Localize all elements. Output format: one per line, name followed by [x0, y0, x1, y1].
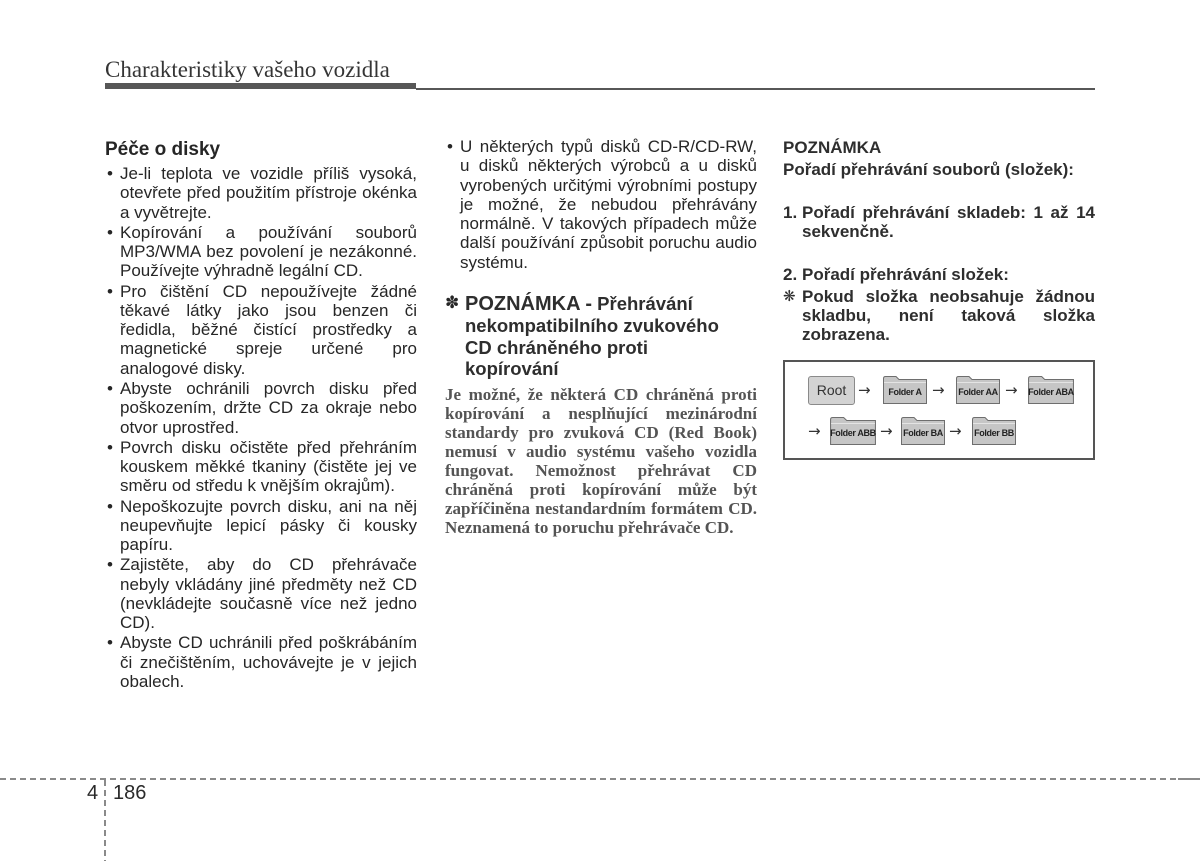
folder-icon [829, 416, 877, 446]
list-item: • Nepoškozujte povrch disku, ani na něj neupevňujte lepicí pásky či kousky papíru. [105, 497, 417, 555]
section-heading-disc-care: Péče o disky [105, 139, 221, 160]
list-item: • Kopírování a používání souborů MP3/WMA bez povolení je nezákonné. Používejte výhradně legální CD. [105, 223, 417, 281]
list-item: • Je-li teplota ve vozidle příliš vysoká, otevřete před použitím přístroje okénka a vyvětrejte. [105, 164, 417, 222]
folder-label: Folder BB [974, 428, 1014, 438]
list-item: • U některých typů disků CD-R/CD-RW, u disků některých výrobců a u disků vyrobených určitými výrobními postupy je možné, že nebudou přehrávány normálně. V takových případech může další používání způsobit poruchu audio systému. [445, 137, 757, 272]
arrow-right-icon: → [932, 381, 945, 399]
list-number: 2. [783, 265, 798, 284]
folder-label: Folder ABB [830, 428, 876, 438]
order-item-2 [783, 265, 1095, 284]
playback-note-heading: POZNÁMKA [783, 138, 882, 157]
chapter-number: 4 [87, 782, 99, 804]
right-column [783, 138, 1095, 460]
middle-column [445, 137, 757, 537]
page-title: Charakteristiky vašeho vozidla [105, 57, 390, 82]
note-body: Je možné, že některá CD chráněná proti kopírování a nesplňující mezinárodní standardy pro zvuková CD (Red Book) nemusí v audio systému vašeho vozidla fungovat. Nemožnost přehrávat CD chráněná proti kopírování může být zapříčiněna nestandardním formátem CD. Neznamená to poruchu přehrávače CD. [445, 385, 757, 538]
list-item: • Abyste ochránili povrch disku před poškozením, držte CD za okraje nebo otvor uprostřed. [105, 379, 417, 437]
order-item-1 [783, 203, 1095, 241]
arrow-right-icon: → [808, 422, 821, 440]
order-item-text: Pořadí přehrávání složek: [802, 265, 1009, 284]
footer-dashed-rule [0, 778, 1178, 780]
footer-rule-end [1178, 778, 1200, 780]
list-number: 1. [783, 203, 798, 222]
playback-note-subheading: Pořadí přehrávání souborů (složek): [783, 160, 1074, 179]
folder-icon [900, 416, 946, 446]
note-title-text: Přehrávání nekompatibilního zvukového CD chráněného proti kopírování [465, 293, 719, 379]
header-rule-thin [416, 88, 1095, 90]
disc-care-list-continued [445, 137, 757, 272]
folder-label: Folder AA [958, 387, 998, 397]
folder-label: Folder A [888, 387, 922, 397]
empty-folder-remark [783, 287, 1095, 344]
arrow-right-icon: → [1005, 381, 1018, 399]
copy-protected-cd-note [445, 293, 757, 379]
note-label: POZNÁMKA - [465, 293, 593, 316]
list-item: • Pro čištění CD nepoužívejte žádné těkavé látky jako jsou benzen či ředidla, běžné čistící prostředky a magnetické spreje určené pro analogové disky. [105, 282, 417, 378]
disc-care-list [105, 164, 417, 691]
arrow-right-icon: → [858, 381, 871, 399]
folder-order-diagram [783, 360, 1095, 460]
left-column [105, 138, 417, 692]
note-asterisk-icon: ✽ [445, 293, 460, 314]
folder-label: Folder BA [903, 428, 943, 438]
folder-icon [1027, 375, 1075, 405]
list-item: • Abyste CD uchránili před poškrábáním či znečištěním, uchovávejte je v jejich obalech. [105, 633, 417, 691]
note-title [465, 293, 731, 379]
page-number: 186 [113, 782, 147, 804]
footer-vertical-dashed-rule [104, 780, 106, 861]
remark-text: Pokud složka neobsahuje žádnou skladbu, není taková složka zobrazena. [802, 287, 1095, 344]
header-rule-thick [105, 83, 416, 89]
list-item: • Povrch disku očistěte před přehráním kouskem měkké tkaniny (čistěte jej ve směru od středu k vnějším okrajům). [105, 438, 417, 496]
remark-asterisk-icon: ❋ [783, 287, 796, 305]
arrow-right-icon: → [880, 422, 893, 440]
list-item: • Zajistěte, aby do CD přehrávače nebyly vkládány jiné předměty než CD (nevkládejte současně více než jedno CD). [105, 555, 417, 632]
root-folder-box: Root [808, 376, 855, 405]
folder-icon [882, 375, 928, 405]
arrow-right-icon: → [949, 422, 962, 440]
order-item-text: Pořadí přehrávání skladeb: 1 až 14 sekvenčně. [802, 203, 1095, 241]
folder-icon [971, 416, 1017, 446]
folder-label: Folder ABA [1028, 387, 1074, 397]
folder-icon [955, 375, 1001, 405]
